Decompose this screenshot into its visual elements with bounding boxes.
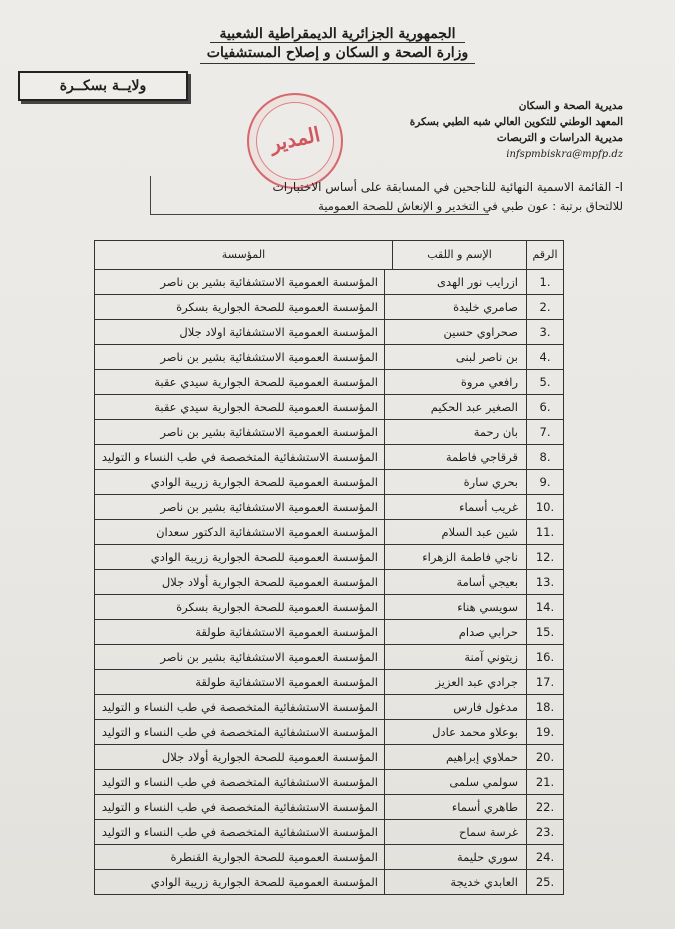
table-row bbox=[95, 345, 563, 370]
row-institution: المؤسسة الاستشفائية المتخصصة في طب النساء و التوليد bbox=[101, 700, 378, 714]
row-number: 15. bbox=[526, 620, 563, 644]
table-row bbox=[95, 545, 563, 570]
table-row bbox=[95, 470, 563, 495]
row-institution: المؤسسة العمومية للصحة الجوارية القنطرة bbox=[170, 850, 378, 864]
row-number: 7. bbox=[526, 420, 563, 444]
row-institution: المؤسسة الاستشفائية المتخصصة في طب النساء و التوليد bbox=[101, 725, 378, 739]
row-institution: المؤسسة الاستشفائية المتخصصة في طب النساء و التوليد bbox=[101, 800, 378, 814]
row-name: العابدي خديجة bbox=[384, 870, 526, 894]
table-row bbox=[95, 770, 563, 795]
results-table bbox=[94, 240, 564, 895]
header-name: الإسم و اللقب bbox=[392, 241, 526, 269]
row-number: 6. bbox=[526, 395, 563, 419]
row-institution: المؤسسة العمومية الاستشفائية اولاد جلال bbox=[179, 325, 378, 339]
table-row bbox=[95, 670, 563, 695]
row-number: 12. bbox=[526, 545, 563, 569]
table-row bbox=[95, 520, 563, 545]
row-number: 4. bbox=[526, 345, 563, 369]
row-name: بن ناصر لبنى bbox=[384, 345, 526, 369]
row-name: بوعلاو محمد عادل bbox=[384, 720, 526, 744]
row-number: 5. bbox=[526, 370, 563, 394]
row-institution: المؤسسة العمومية للصحة الجوارية سيدي عقبة bbox=[154, 375, 378, 389]
row-name: ازرايب نور الهدى bbox=[384, 270, 526, 294]
table-row bbox=[95, 820, 563, 845]
row-number: 17. bbox=[526, 670, 563, 694]
row-institution: المؤسسة العمومية الاستشفائية بشير بن ناصر bbox=[160, 350, 378, 364]
table-row bbox=[95, 620, 563, 645]
row-number: 8. bbox=[526, 445, 563, 469]
row-number: 22. bbox=[526, 795, 563, 819]
table-row bbox=[95, 495, 563, 520]
row-name: صحراوي حسين bbox=[384, 320, 526, 344]
row-number: 10. bbox=[526, 495, 563, 519]
row-number: 19. bbox=[526, 720, 563, 744]
table-row bbox=[95, 270, 563, 295]
row-name: رافعي مروة bbox=[384, 370, 526, 394]
row-number: 3. bbox=[526, 320, 563, 344]
table-row bbox=[95, 870, 563, 894]
row-name: صامري خليدة bbox=[384, 295, 526, 319]
official-stamp bbox=[247, 93, 343, 189]
header-institution: المؤسسة bbox=[221, 248, 266, 261]
table-header-row bbox=[95, 241, 563, 270]
row-number: 1. bbox=[526, 270, 563, 294]
row-name: شين عبد السلام bbox=[384, 520, 526, 544]
row-name: مدغول فارس bbox=[384, 695, 526, 719]
republic-underline bbox=[210, 42, 465, 43]
row-number: 9. bbox=[526, 470, 563, 494]
table-row bbox=[95, 595, 563, 620]
row-institution: المؤسسة العمومية للصحة الجوارية زريبة الوادي bbox=[150, 550, 378, 564]
row-name: بحري سارة bbox=[384, 470, 526, 494]
row-institution: المؤسسة العمومية الاستشفائية بشير بن ناصر bbox=[160, 275, 378, 289]
row-institution: المؤسسة العمومية للصحة الجوارية زريبة الوادي bbox=[150, 475, 378, 489]
wilaya-box: ولايــة بسكــرة bbox=[18, 71, 188, 101]
ministry-header: وزارة الصحة و السكان و إصلاح المستشفيات bbox=[206, 45, 469, 61]
directorate-line3: مديرية الدراسات و التربصات bbox=[496, 132, 623, 144]
republic-header: الجمهورية الجزائرية الديمقراطية الشعبية bbox=[219, 26, 456, 42]
table-row bbox=[95, 570, 563, 595]
table-row bbox=[95, 745, 563, 770]
row-institution: المؤسسة الاستشفائية المتخصصة في طب النساء و التوليد bbox=[101, 825, 378, 839]
row-institution: المؤسسة الاستشفائية المتخصصة في طب النساء و التوليد bbox=[101, 775, 378, 789]
row-name: حملاوي إبراهيم bbox=[384, 745, 526, 769]
row-name: حرابي صدام bbox=[384, 620, 526, 644]
row-name: سولمي سلمى bbox=[384, 770, 526, 794]
directorate-line2: المعهد الوطني للتكوين العالي شبه الطبي بسكرة bbox=[409, 116, 623, 128]
row-name: الصغير عبد الحكيم bbox=[384, 395, 526, 419]
row-institution: المؤسسة العمومية للصحة الجوارية بسكرة bbox=[176, 600, 378, 614]
row-number: 14. bbox=[526, 595, 563, 619]
table-row bbox=[95, 420, 563, 445]
row-institution: المؤسسة العمومية للصحة الجوارية زريبة الوادي bbox=[150, 875, 378, 889]
table-row bbox=[95, 845, 563, 870]
table-row bbox=[95, 695, 563, 720]
row-number: 25. bbox=[526, 870, 563, 894]
stamp-label: المدير bbox=[267, 122, 323, 156]
row-name: بان رحمة bbox=[384, 420, 526, 444]
row-institution: المؤسسة العمومية الاستشفائية طولقة bbox=[195, 675, 378, 689]
row-name: زيتوني آمنة bbox=[384, 645, 526, 669]
table-row bbox=[95, 795, 563, 820]
table-row bbox=[95, 395, 563, 420]
row-name: قرقاجي فاطمة bbox=[384, 445, 526, 469]
row-name: جرادي عبد العزيز bbox=[384, 670, 526, 694]
row-institution: المؤسسة العمومية الاستشفائية الدكتور سعدان bbox=[156, 525, 378, 539]
row-name: غريب أسماء bbox=[384, 495, 526, 519]
row-institution: المؤسسة الاستشفائية المتخصصة في طب النساء و التوليد bbox=[101, 450, 378, 464]
list-subtitle: للالتحاق برتبة : عون طبي في التخدير و الإنعاش للصحة العمومية bbox=[318, 199, 623, 213]
row-number: 16. bbox=[526, 645, 563, 669]
row-institution: المؤسسة العمومية الاستشفائية طولقة bbox=[195, 625, 378, 639]
table-row bbox=[95, 370, 563, 395]
row-institution: المؤسسة العمومية للصحة الجوارية بسكرة bbox=[176, 300, 378, 314]
list-title: I- القائمة الاسمية النهائية للناجحين في المسابقة على أساس الاختبارات bbox=[272, 180, 623, 194]
table-row bbox=[95, 320, 563, 345]
table-row bbox=[95, 445, 563, 470]
row-institution: المؤسسة العمومية للصحة الجوارية أولاد جلال bbox=[161, 575, 378, 589]
row-number: 2. bbox=[526, 295, 563, 319]
row-name: ناجي فاطمة الزهراء bbox=[384, 545, 526, 569]
row-name: غرسة سماح bbox=[384, 820, 526, 844]
row-institution: المؤسسة العمومية الاستشفائية بشير بن ناصر bbox=[160, 500, 378, 514]
table-row bbox=[95, 645, 563, 670]
row-name: سويسي هناء bbox=[384, 595, 526, 619]
table-row bbox=[95, 295, 563, 320]
row-name: سوري حليمة bbox=[384, 845, 526, 869]
row-institution: المؤسسة العمومية الاستشفائية بشير بن ناصر bbox=[160, 650, 378, 664]
row-number: 11. bbox=[526, 520, 563, 544]
row-institution: المؤسسة العمومية الاستشفائية بشير بن ناصر bbox=[160, 425, 378, 439]
row-name: بعيجي أسامة bbox=[384, 570, 526, 594]
table-row bbox=[95, 720, 563, 745]
directorate-email: infspmbiskra@mpfp.dz bbox=[506, 149, 623, 160]
directorate-line1: مديرية الصحة و السكان bbox=[518, 100, 623, 112]
row-institution: المؤسسة العمومية للصحة الجوارية أولاد جلال bbox=[161, 750, 378, 764]
row-number: 20. bbox=[526, 745, 563, 769]
row-institution: المؤسسة العمومية للصحة الجوارية سيدي عقبة bbox=[154, 400, 378, 414]
header-num: الرقم bbox=[526, 241, 563, 269]
row-number: 18. bbox=[526, 695, 563, 719]
row-number: 13. bbox=[526, 570, 563, 594]
row-number: 24. bbox=[526, 845, 563, 869]
row-number: 23. bbox=[526, 820, 563, 844]
row-number: 21. bbox=[526, 770, 563, 794]
ministry-underline bbox=[200, 63, 475, 64]
row-name: طاهري أسماء bbox=[384, 795, 526, 819]
